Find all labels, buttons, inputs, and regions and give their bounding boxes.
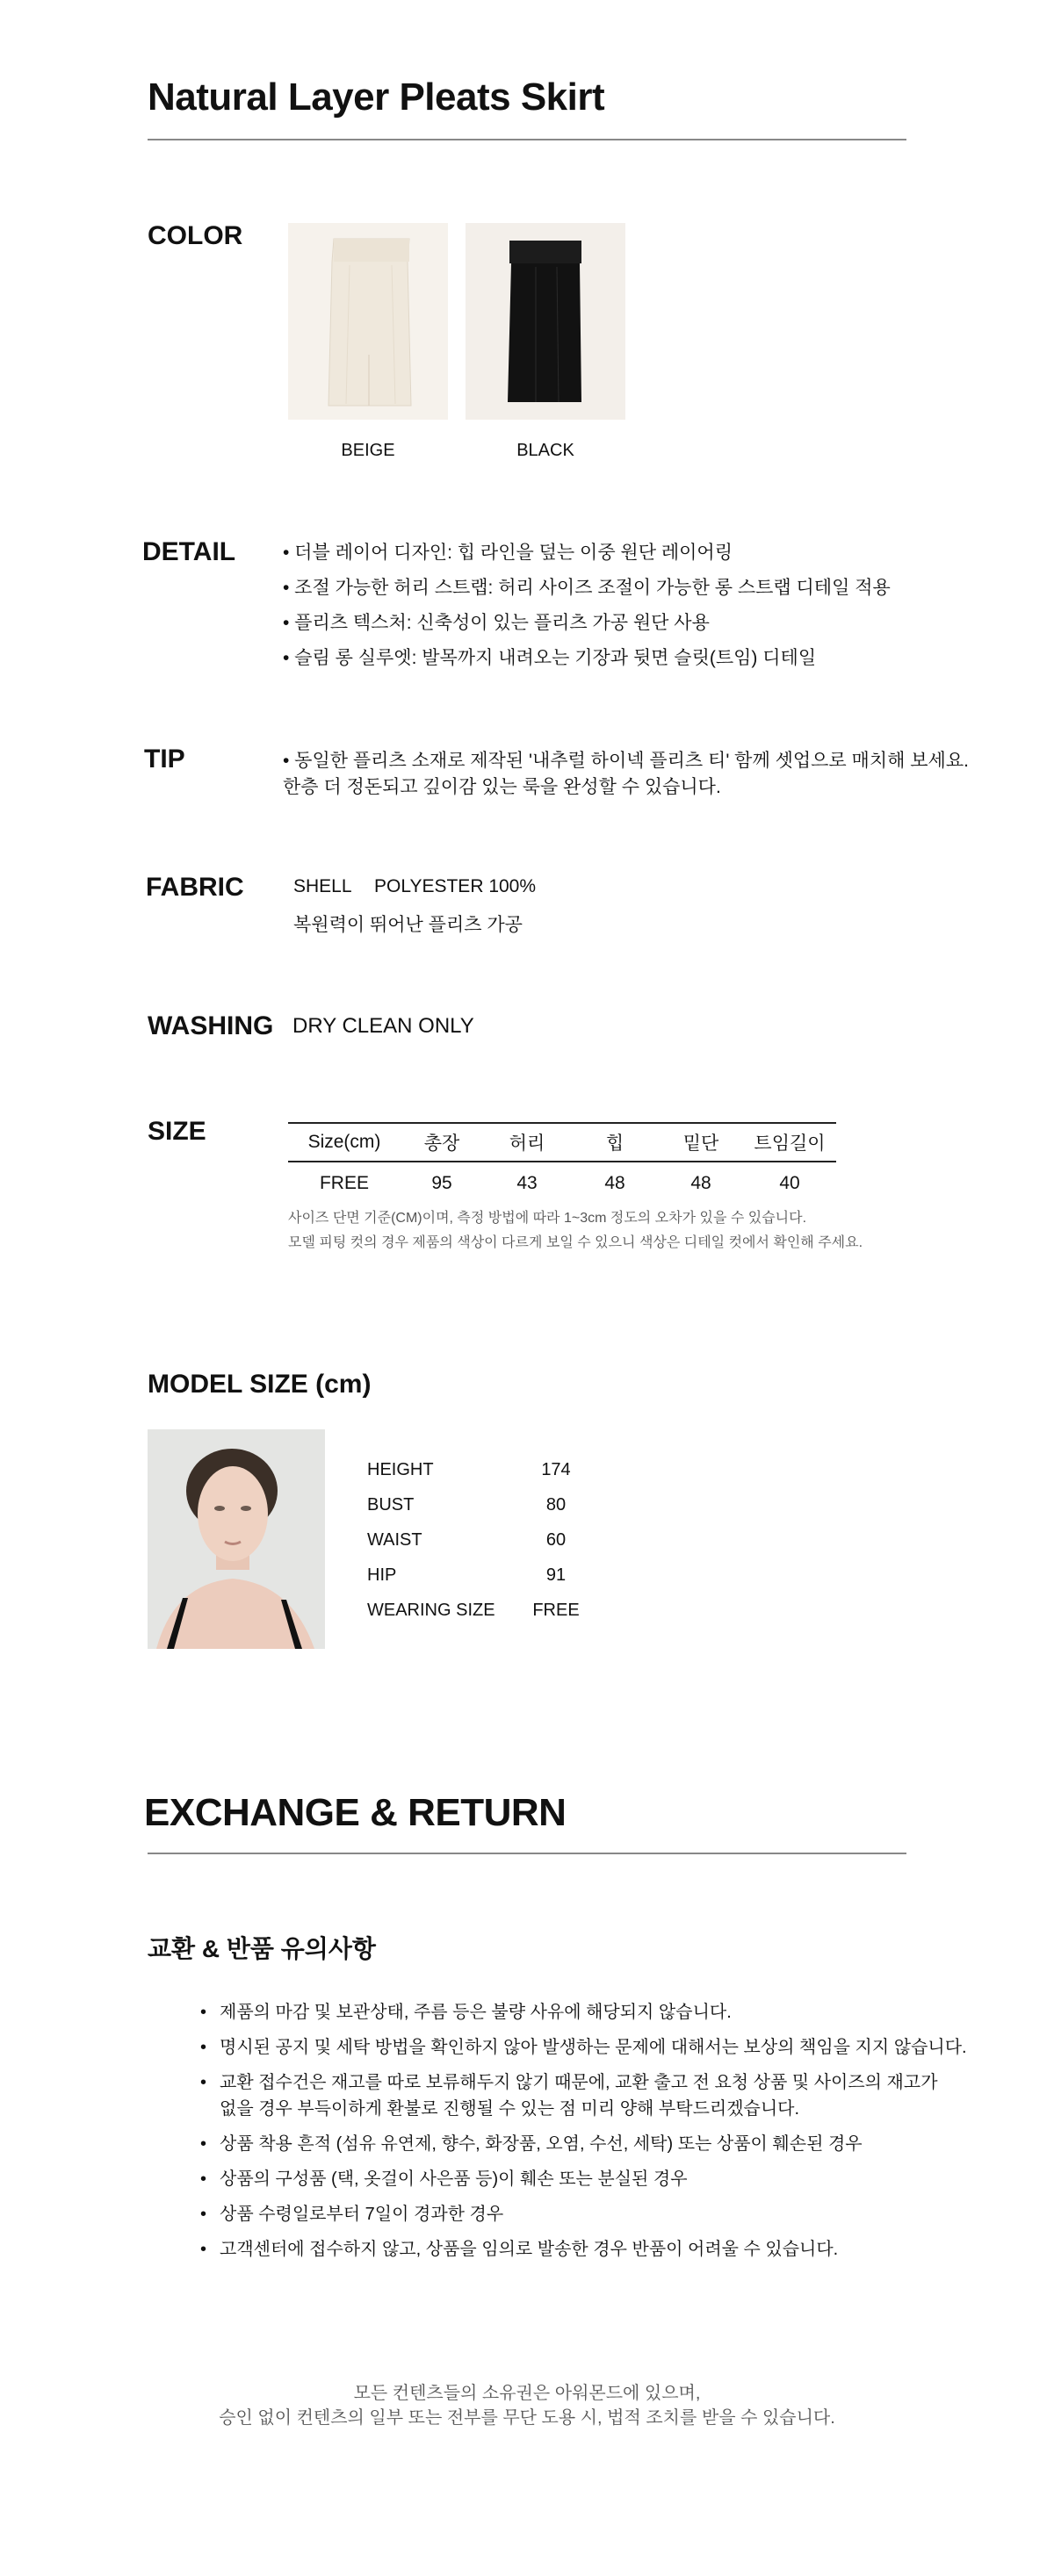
bullet-dot: • xyxy=(200,2134,207,2154)
model-key: WEARING SIZE xyxy=(367,1601,495,1620)
size-header-cell: 트임길이 xyxy=(743,1123,836,1162)
size-cell: 40 xyxy=(779,1172,800,1193)
black-skirt-image xyxy=(466,223,625,420)
exchange-return-title: EXCHANGE & RETURN xyxy=(144,1791,567,1834)
size-cell: FREE xyxy=(319,1172,369,1193)
tip-line: • 동일한 플리츠 소재로 제작된 '내추럴 하이넥 플리츠 티' 함께 셋업으로 매치해 보세요. xyxy=(283,751,969,771)
copyright-line: 모든 컨텐츠들의 소유권은 아워몬드에 있으며, xyxy=(353,2384,701,2403)
tip-line: 한층 더 정돈되고 깊이감 있는 룩을 완성할 수 있습니다. xyxy=(283,777,721,797)
size-cell: 43 xyxy=(516,1172,538,1193)
size-cell: 48 xyxy=(690,1172,711,1193)
size-header-cell: 힙 xyxy=(571,1123,659,1162)
policy-text-continued: 없을 경우 부득이하게 환불로 진행될 수 있는 점 미리 양해 부탁드리겠습니다. xyxy=(220,2099,800,2119)
tip-label: TIP xyxy=(144,745,185,774)
model-portrait-image xyxy=(148,1429,325,1649)
detail-item: • 조절 가능한 허리 스트랩: 허리 사이즈 조절이 가능한 롱 스트랩 디테일 적용 xyxy=(283,578,891,598)
list-item xyxy=(200,2126,967,2162)
fabric-label: FABRIC xyxy=(146,873,244,902)
color-label: COLOR xyxy=(148,221,243,250)
table-row xyxy=(288,1162,836,1204)
copyright-notice xyxy=(0,2381,1054,2430)
policy-text: 명시된 공지 및 세탁 방법을 확인하지 않아 발생하는 문제에 대해서는 보상의 책임을 지지 않습니다. xyxy=(220,2038,967,2057)
list-item xyxy=(200,2030,967,2065)
exchange-divider xyxy=(148,1853,906,1854)
size-header-cell: 총장 xyxy=(401,1123,483,1162)
title-divider xyxy=(148,139,906,140)
policy-text: 상품의 구성품 (택, 옷걸이 사은품 등)이 훼손 또는 분실된 경우 xyxy=(220,2169,688,2189)
fabric-note: 복원력이 뛰어난 플리츠 가공 xyxy=(293,915,523,935)
color-name-beige: BEIGE xyxy=(341,441,395,460)
model-value: 174 xyxy=(541,1460,571,1479)
bullet-dot: • xyxy=(200,2240,207,2259)
list-item xyxy=(200,1995,967,2030)
size-header-cell: 밑단 xyxy=(659,1123,743,1162)
model-value: FREE xyxy=(532,1601,580,1620)
policy-text: 제품의 마감 및 보관상태, 주름 등은 불량 사유에 해당되지 않습니다. xyxy=(220,2003,732,2022)
exchange-policy-list xyxy=(200,1995,967,2267)
list-item xyxy=(200,2162,967,2197)
list-item xyxy=(200,2197,967,2232)
detail-item: • 플리츠 텍스처: 신축성이 있는 플리츠 가공 원단 사용 xyxy=(283,613,710,633)
beige-skirt-image xyxy=(288,223,448,420)
bullet-dot: • xyxy=(200,2169,207,2189)
size-table xyxy=(288,1122,836,1204)
model-measurements xyxy=(367,1452,631,1637)
size-note: 사이즈 단면 기준(CM)이며, 측정 방법에 따라 1~3cm 정도의 오차가 있을 수 있습니다. xyxy=(288,1211,807,1226)
size-notes xyxy=(288,1206,863,1256)
bullet-dot: • xyxy=(200,2205,207,2224)
size-cell: 95 xyxy=(431,1172,452,1193)
product-title: Natural Layer Pleats Skirt xyxy=(148,76,605,119)
copyright-line: 승인 없이 컨텐츠의 일부 또는 전부를 무단 도용 시, 법적 조치를 받을 수 있습니다. xyxy=(219,2408,835,2428)
color-swatch-black[interactable] xyxy=(466,223,625,420)
model-value: 60 xyxy=(545,1530,567,1550)
size-table-header xyxy=(288,1123,836,1162)
size-cell: 48 xyxy=(604,1172,625,1193)
tip-text xyxy=(283,748,969,801)
policy-text: 상품 수령일로부터 7일이 경과한 경우 xyxy=(220,2205,504,2224)
detail-label: DETAIL xyxy=(142,537,236,566)
model-key: BUST xyxy=(367,1495,415,1515)
model-photo xyxy=(148,1429,325,1649)
detail-item: • 슬림 롱 실루엣: 발목까지 내려오는 기장과 뒷면 슬릿(트임) 디테일 xyxy=(283,648,817,668)
model-value: 80 xyxy=(545,1495,567,1515)
detail-list xyxy=(283,536,891,676)
exchange-subtitle: 교환 & 반품 유의사항 xyxy=(148,1935,376,1962)
color-swatch-beige[interactable] xyxy=(288,223,448,420)
fabric-shell-label: SHELL xyxy=(293,876,352,896)
model-size-label: MODEL SIZE (cm) xyxy=(148,1370,372,1399)
bullet-dot: • xyxy=(200,2003,207,2022)
fabric-shell-value: POLYESTER 100% xyxy=(374,876,537,896)
size-header-cell: Size(cm) xyxy=(288,1123,401,1162)
list-item xyxy=(200,2232,967,2267)
list-item xyxy=(200,2065,967,2096)
model-value: 91 xyxy=(545,1565,567,1585)
model-key: HIP xyxy=(367,1565,397,1585)
size-label: SIZE xyxy=(148,1117,206,1146)
model-key: WAIST xyxy=(367,1530,422,1550)
size-header-cell: 허리 xyxy=(483,1123,571,1162)
washing-value: DRY CLEAN ONLY xyxy=(292,1014,474,1038)
size-note: 모델 피팅 컷의 경우 제품의 색상이 다르게 보일 수 있으니 색상은 디테일 컷에서 확인해 주세요. xyxy=(288,1235,863,1250)
washing-label: WASHING xyxy=(148,1011,274,1040)
policy-text: 고객센터에 접수하지 않고, 상품을 임의로 발송한 경우 반품이 어려울 수 있습니다. xyxy=(220,2240,839,2259)
policy-text: 상품 착용 흔적 (섬유 유연제, 향수, 화장품, 오염, 수선, 세탁) 또는 상품이 훼손된 경우 xyxy=(220,2134,863,2154)
bullet-dot: • xyxy=(200,2073,207,2092)
detail-item: • 더블 레이어 디자인: 힙 라인을 덮는 이중 원단 레이어링 xyxy=(283,543,733,563)
bullet-dot: • xyxy=(200,2038,207,2057)
policy-text: 교환 접수건은 재고를 따로 보류해두지 않기 때문에, 교환 출고 전 요청 상품 및 사이즈의 재고가 xyxy=(220,2073,938,2092)
color-name-black: BLACK xyxy=(516,441,574,460)
model-key: HEIGHT xyxy=(367,1460,434,1479)
